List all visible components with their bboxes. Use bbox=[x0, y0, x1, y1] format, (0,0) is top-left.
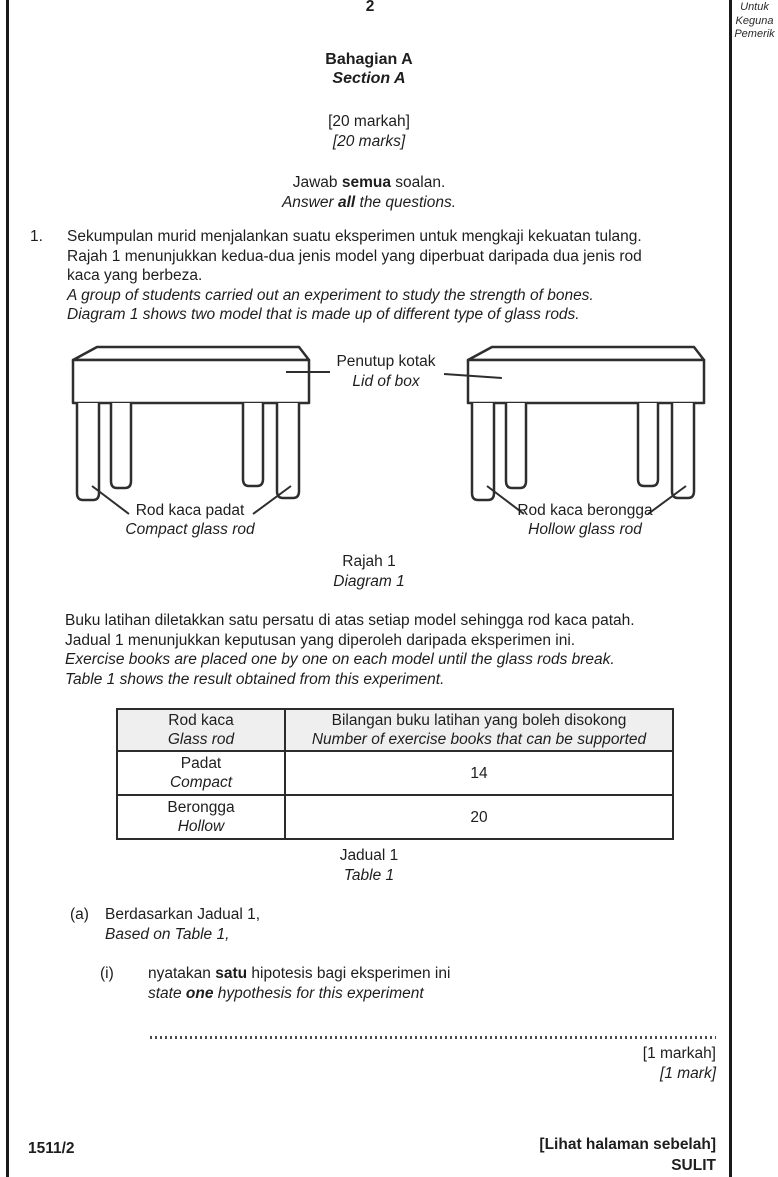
answer-instruction-ms: Jawab semua soalan. bbox=[292, 174, 446, 191]
section-marks-ms: [20 markah] bbox=[328, 113, 410, 130]
compact-rod-model-drawing bbox=[65, 340, 315, 516]
table-caption-en: Table 1 bbox=[343, 867, 395, 884]
marks-en: [1 mark] bbox=[660, 1065, 716, 1082]
diagram-1-caption bbox=[10, 552, 728, 592]
hollow-rod-model-drawing bbox=[460, 340, 710, 516]
table-row bbox=[117, 751, 673, 795]
question-1-intro-en-line: A group of students carried out an experiment to study the strength of bones. bbox=[67, 286, 594, 304]
paragraph-2-en-line: Table 1 shows the result obtained from this experiment. bbox=[65, 670, 445, 688]
hollow-rod-label-en: Hollow glass rod bbox=[528, 521, 642, 538]
lid-pointer-line-left bbox=[286, 371, 330, 373]
header-cell-glass-rod: Rod kaca Glass rod bbox=[117, 709, 285, 751]
row-value-compact: 14 bbox=[285, 751, 673, 795]
diagram-1-figure bbox=[40, 340, 740, 554]
section-header bbox=[10, 50, 728, 212]
question-1-intro-ms-line: Rajah 1 menunjukkan kedua-dua jenis model yang diperbuat daripada dua jenis rod bbox=[67, 247, 642, 265]
examiner-note-line: Keguna bbox=[735, 14, 774, 27]
page-number: 2 bbox=[365, 0, 375, 15]
question-1-number: 1. bbox=[30, 228, 43, 245]
paper-code: 1511/2 bbox=[28, 1140, 75, 1157]
section-title-ms: Bahagian A bbox=[325, 51, 413, 68]
confidential-label: SULIT bbox=[671, 1156, 716, 1174]
part-a-label: (a) bbox=[70, 906, 89, 923]
part-i-label: (i) bbox=[100, 965, 114, 982]
results-table bbox=[116, 708, 674, 840]
section-marks-en: [20 marks] bbox=[332, 132, 406, 150]
right-margin-rule bbox=[729, 0, 732, 1177]
footer-right bbox=[360, 1135, 716, 1176]
examiner-note-line: Pemerik bbox=[734, 28, 775, 40]
header-cell-books-supported: Bilangan buku latihan yang boleh disokong Number of exercise books that can be supported bbox=[285, 709, 673, 751]
marks-ms: [1 markah] bbox=[642, 1045, 716, 1062]
question-1a-i-marks bbox=[400, 1044, 716, 1084]
compact-rod-label-en: Compact glass rod bbox=[125, 521, 255, 538]
question-1-intro-ms-line: Sekumpulan murid menjalankan suatu eksperimen untuk mengkaji kekuatan tulang. bbox=[67, 228, 642, 245]
question-1-intro-ms-line: kaca yang berbeza. bbox=[67, 267, 203, 284]
table-1-caption bbox=[10, 846, 728, 886]
results-table-wrap bbox=[116, 708, 674, 840]
row-label-hollow: Berongga Hollow bbox=[117, 795, 285, 839]
lid-label bbox=[328, 352, 444, 391]
paragraph-2-en-line: Exercise books are placed one by one on each model until the glass rods break. bbox=[65, 651, 615, 668]
table-caption-ms: Jadual 1 bbox=[339, 847, 399, 864]
diagram-caption-en: Diagram 1 bbox=[333, 573, 405, 590]
table-row bbox=[117, 795, 673, 839]
results-table-header-row bbox=[117, 709, 673, 751]
part-a-text-ms: Berdasarkan Jadual 1, bbox=[105, 906, 261, 923]
paragraph-2-ms-line: Jadual 1 menunjukkan keputusan yang diperoleh daripada eksperimen ini. bbox=[65, 631, 576, 649]
left-margin-rule bbox=[6, 0, 9, 1177]
question-1-intro-en-line: Diagram 1 shows two model that is made up of different type of glass rods. bbox=[67, 306, 580, 323]
part-i-text-ms: nyatakan satu hipotesis bagi eksperimen ini bbox=[148, 965, 451, 982]
compact-rod-label-ms: Rod kaca padat bbox=[135, 502, 245, 519]
examiner-note-line: Untuk bbox=[740, 1, 769, 13]
question-1-paragraph-2 bbox=[65, 611, 720, 689]
paragraph-2-ms-line: Buku latihan diletakkan satu persatu di atas setiap model sehingga rod kaca patah. bbox=[65, 612, 635, 629]
examiner-use-note bbox=[732, 1, 777, 42]
lid-label-ms: Penutup kotak bbox=[336, 353, 436, 370]
hollow-rod-model bbox=[460, 340, 710, 539]
section-title-en: Section A bbox=[332, 70, 406, 87]
lid-label-en: Lid of box bbox=[352, 372, 420, 390]
row-value-hollow: 20 bbox=[285, 795, 673, 839]
answer-dotted-line bbox=[150, 1036, 716, 1039]
row-label-compact: Padat Compact bbox=[117, 751, 285, 795]
see-next-page-note: [Lihat halaman sebelah] bbox=[539, 1136, 716, 1153]
answer-instruction-en: Answer all the questions. bbox=[281, 193, 457, 211]
part-a-text-en: Based on Table 1, bbox=[105, 926, 230, 943]
compact-rod-model bbox=[65, 340, 315, 539]
hollow-rod-label-ms: Rod kaca berongga bbox=[517, 502, 653, 519]
part-i-text-en: state one hypothesis for this experiment bbox=[148, 985, 424, 1002]
diagram-caption-ms: Rajah 1 bbox=[342, 553, 396, 570]
question-1 bbox=[30, 227, 722, 325]
